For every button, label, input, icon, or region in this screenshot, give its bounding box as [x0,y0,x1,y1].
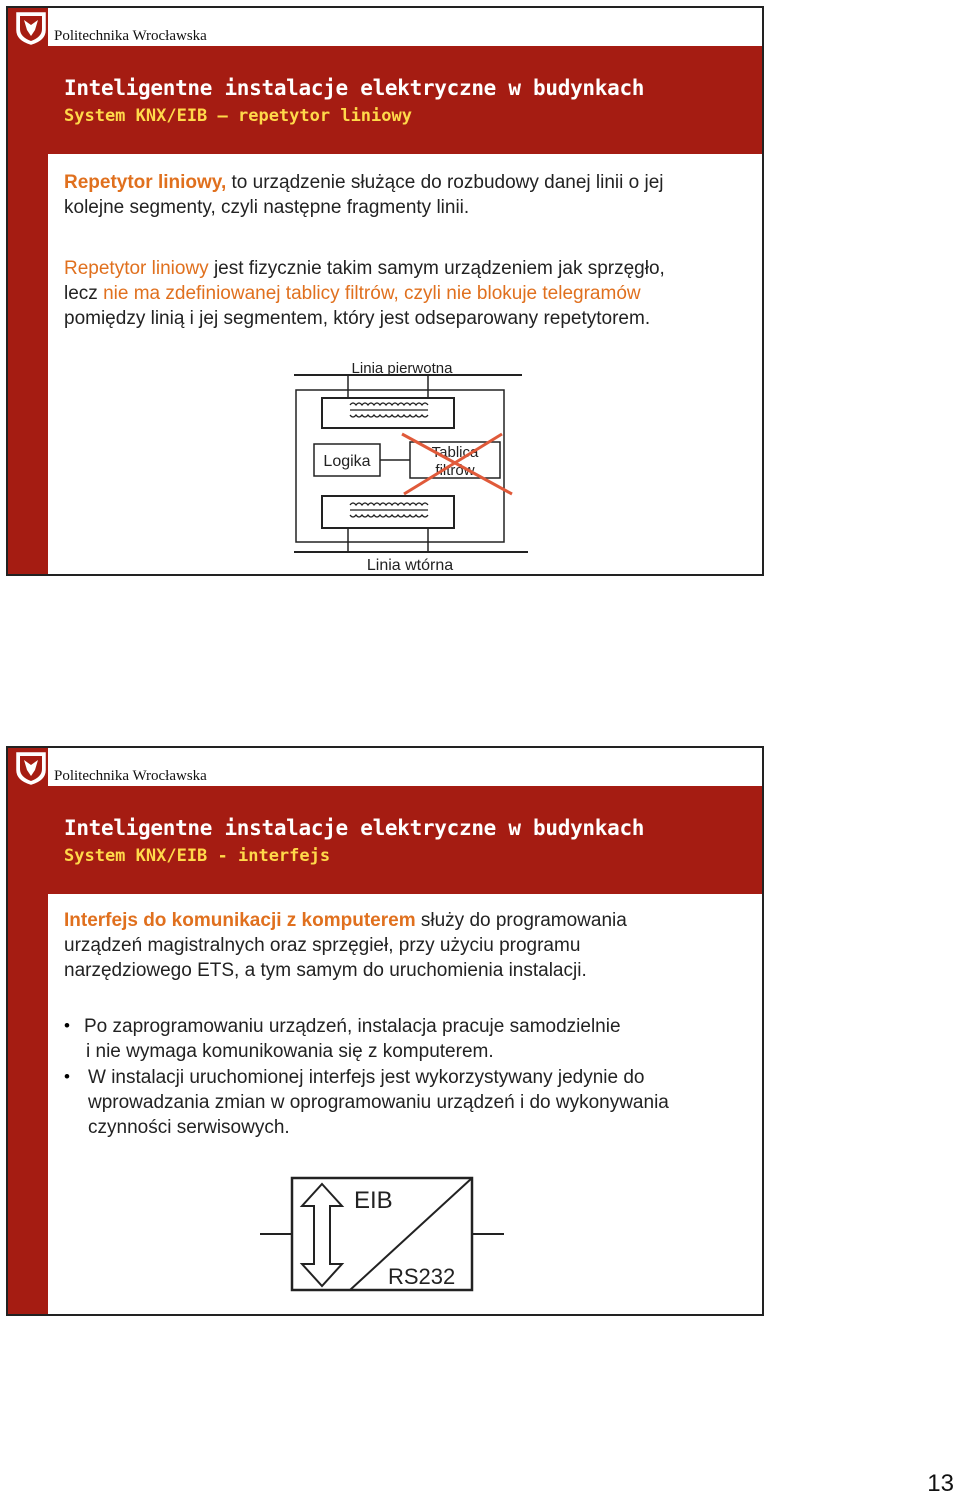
slide-subtitle: System KNX/EIB - interfejs [64,846,331,866]
label-filter-table-2: filtrów [435,462,475,479]
paragraph-interface: Interfejs do komunikacji z komputerem służy do programowania urządzeń magistralnych oraz sprzęgieł, przy użyciu programu narzędziowego ETS, a tym samym do uruchomienia instalacji. [64,910,627,981]
title-band [48,46,762,154]
page-number: 13 [927,1470,954,1497]
label-secondary-line: Linia wtórna [366,557,454,574]
slide-interface [6,746,764,1316]
university-name: Politechnika Wrocławska [54,28,207,44]
left-accent-bar [8,748,48,1314]
university-name: Politechnika Wrocławska [54,768,207,784]
paragraph-description: Repetytor liniowy jest fizycznie takim samym urządzeniem jak sprzęgło, lecz nie ma zdefiniowanej tablicy filtrów, czyli nie blokuje telegramów pomiędzy linią i jej segmentem, który jest odseparowany repetytorem. [64,258,665,329]
slide-title: Inteligentne instalacje elektryczne w budynkach [64,816,645,840]
bullet-item: W instalacji uruchomionej interfejs jest wykorzystywany jedynie do wprowadzania zmian w oprogramowaniu urządzeń i do wykonywania czynności serwisowych. [88,1067,669,1138]
title-band [48,786,762,894]
label-filter-table-1: Tablica [431,444,479,461]
university-logo-icon [14,10,48,46]
paragraph-definition: Repetytor liniowy, to urządzenie służące do rozbudowy danej linii o jej kolejne segmenty, czyli następne fragmenty linii. [64,172,664,218]
university-logo-icon [14,750,48,786]
repeater-diagram [268,358,538,574]
bullet-marker: • [64,1016,70,1035]
term-highlight: Repetytor liniowy [64,258,209,279]
term-highlight: Interfejs do komunikacji z komputerem [64,910,416,931]
bullet-marker: • [64,1067,70,1086]
term-highlight: Repetytor liniowy, [64,172,227,193]
label-rs232: RS232 [388,1264,456,1289]
label-logic: Logika [323,453,371,470]
slide-subtitle: System KNX/EIB – repetytor liniowy [64,106,412,126]
label-primary-line: Linia pierwotna [351,360,453,377]
bullet-item: Po zaprogramowaniu urządzeń, instalacja pracuje samodzielnie i nie wymaga komunikowania się z komputerem. [84,1016,621,1062]
label-eib: EIB [354,1187,393,1214]
left-accent-bar [8,8,48,574]
slide-repeater [6,6,764,576]
slide-title: Inteligentne instalacje elektryczne w budynkach [64,76,645,100]
interface-diagram [258,1174,518,1298]
highlight-no-filter: nie ma zdefiniowanej tablicy filtrów, czyli nie blokuje telegramów [103,283,641,304]
